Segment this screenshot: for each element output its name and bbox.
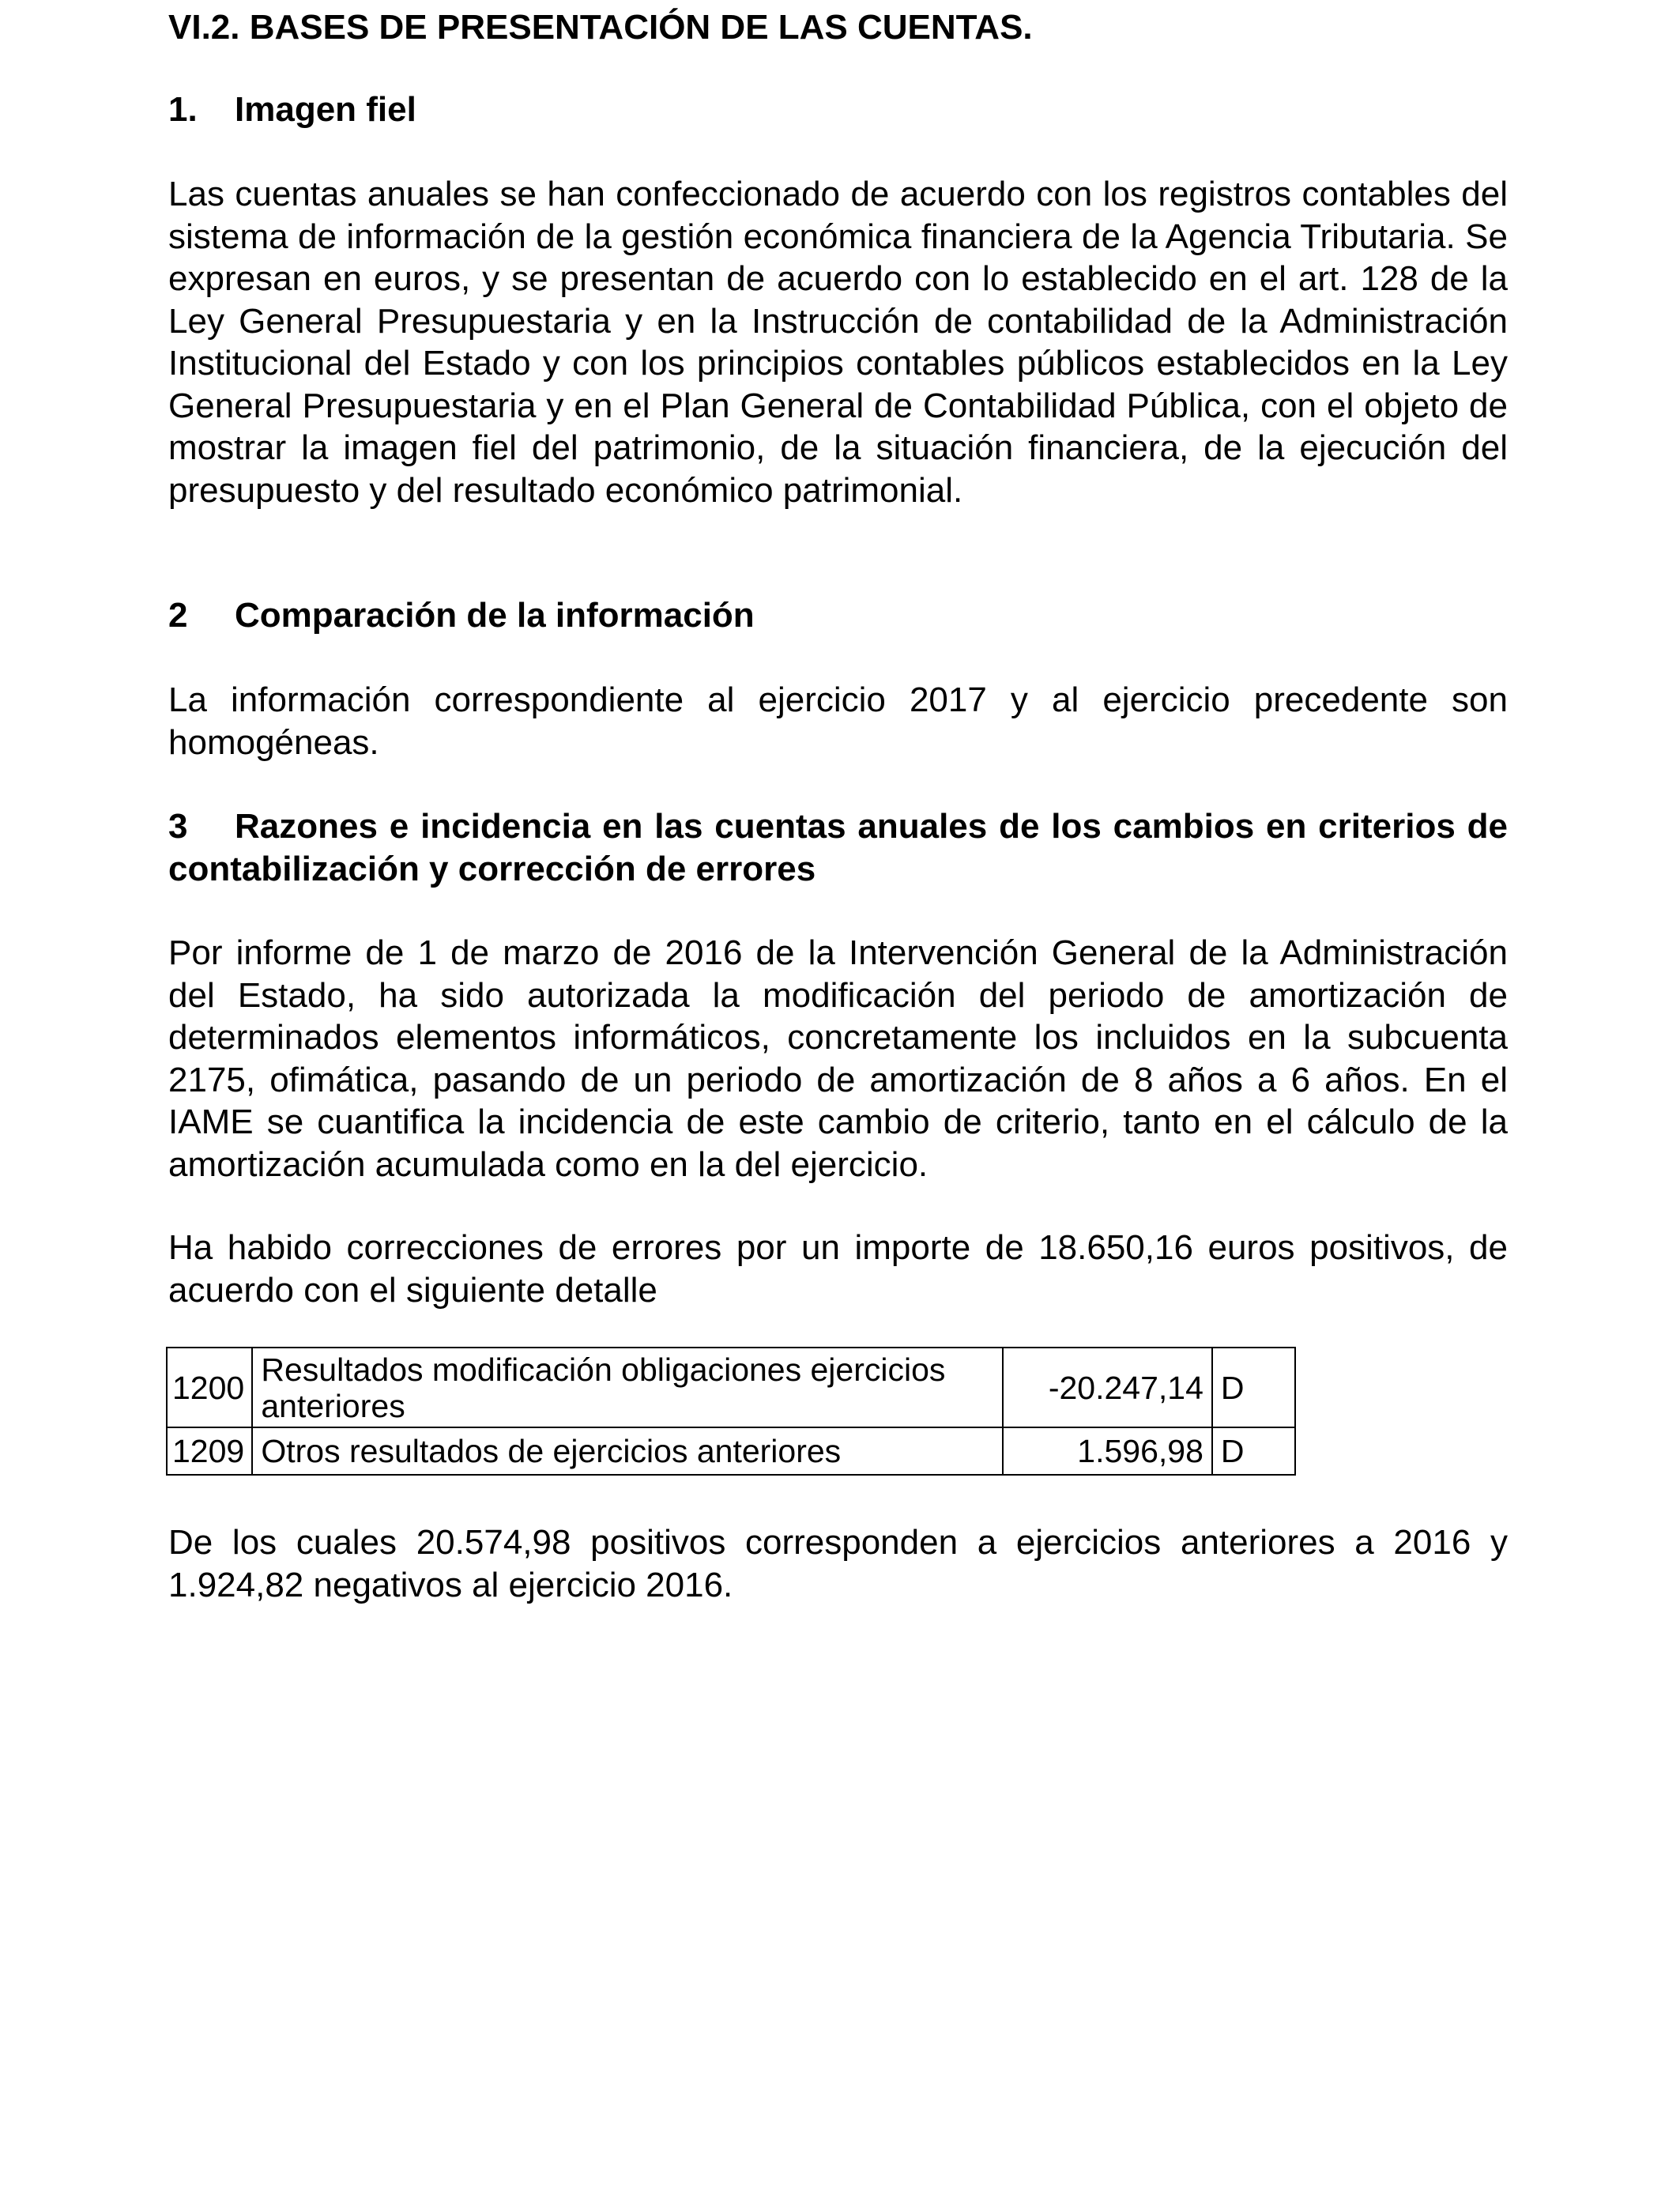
section-1-paragraph: Las cuentas anuales se han confeccionado de acuerdo con los registros contables del sistema de información de la gestión económica financiera de la Agencia Tributaria. Se expresan en euros, y se presentan de acuerdo con lo establecido en el art. 128 de la Ley General Presupuestaria y en la Instrucción de contabilidad de la Administración Institucional del Estado y con los principios contables públicos establecidos en la Ley General Presupuestaria y en el Plan General de Contabilidad Pública, con el objeto de mostrar la imagen fiel del patrimonio, de la situación financiera, de la ejecución del presupuesto y del resultado económico patrimonial. <box>168 175 1508 510</box>
debit-credit-flag: D <box>1212 1348 1295 1427</box>
section-1-number: 1. <box>168 90 198 129</box>
section-2-heading <box>168 594 1508 637</box>
page-title: VI.2. BASES DE PRESENTACIÓN DE LAS CUENTAS. <box>168 8 1033 47</box>
section-3-title: Razones e incidencia en las cuentas anuales de los cambios en criterios de contabilización y corrección de errores <box>168 807 1508 888</box>
account-amount: -20.247,14 <box>1003 1348 1212 1427</box>
error-corrections-table <box>166 1347 1296 1476</box>
section-3-number: 3 <box>168 807 188 846</box>
section-3-closing-paragraph: De los cuales 20.574,98 positivos corresponden a ejercicios anteriores a 2016 y 1.924,82 negativos al ejercicio 2016. <box>168 1523 1508 1604</box>
account-description: Resultados modificación obligaciones ejercicios anteriores <box>252 1348 1003 1427</box>
table-row <box>167 1348 1295 1427</box>
section-1-title: Imagen fiel <box>235 90 416 129</box>
table-row <box>167 1427 1295 1475</box>
section-3-paragraph-1: Por informe de 1 de marzo de 2016 de la Intervención General de la Administración del Estado, ha sido autorizada la modificación del periodo de amortización de determinados elementos informáticos, concretamente los incluidos en la subcuenta 2175, ofimática, pasando de un periodo de amortización de 8 años a 6 años. En el IAME se cuantifica la incidencia de este cambio de criterio, tanto en el cálculo de la amortización acumulada como en la del ejercicio. <box>168 933 1508 1184</box>
section-2-number: 2 <box>168 596 188 635</box>
account-code: 1200 <box>167 1348 252 1427</box>
section-3-heading <box>168 805 1508 891</box>
debit-credit-flag: D <box>1212 1427 1295 1475</box>
account-code: 1209 <box>167 1427 252 1475</box>
section-2-title: Comparación de la información <box>235 596 755 635</box>
section-2-paragraph: La información correspondiente al ejercicio 2017 y al ejercicio precedente son homogéneas. <box>168 680 1508 762</box>
section-1-heading <box>168 89 1508 131</box>
account-description: Otros resultados de ejercicios anteriores <box>252 1427 1003 1475</box>
account-amount: 1.596,98 <box>1003 1427 1212 1475</box>
section-3-paragraph-2: Ha habido correcciones de errores por un importe de 18.650,16 euros positivos, de acuerdo con el siguiente detalle <box>168 1228 1508 1310</box>
